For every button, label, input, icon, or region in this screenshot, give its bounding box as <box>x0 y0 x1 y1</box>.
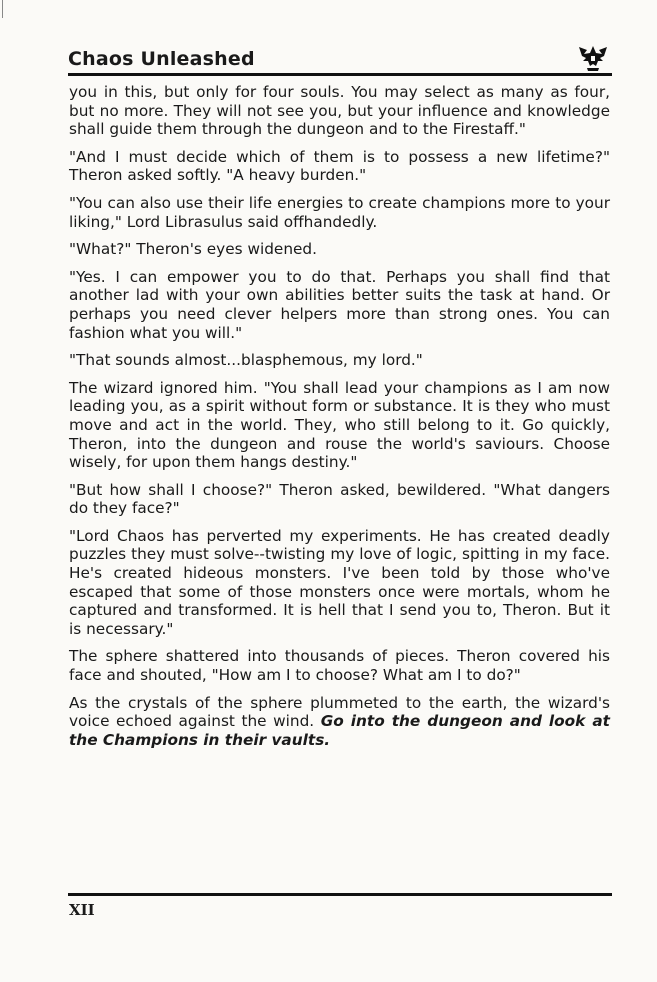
footer-rule <box>68 893 612 896</box>
paragraph: "Lord Chaos has perverted my experiments. He has created deadly puzzles they must solve--twisting my love of logic, spitting in my face. He's created hideous monsters. I've been told by those who've escaped that some of those monsters once were mortals, whom he captured and transformed. It is hell that I send you to, Theron. But it is necessary." <box>69 526 610 638</box>
paragraph: "What?" Theron's eyes widened. <box>69 240 318 259</box>
paragraph: "But how shall I choose?" Theron asked, bewildered. "What dangers do they face?" <box>69 480 610 518</box>
header-rule <box>68 73 612 76</box>
final-paragraph-italic: Go into the dungeon and look at the Champions in their vaults. <box>69 712 610 749</box>
paragraph: "That sounds almost...blasphemous, my lord." <box>69 351 423 370</box>
paragraph: you in this, but only for four souls. You may select as many as four, but no more. They will not see you, but your influence and knowledge shall guide them through the dungeon and to the Firestaff." <box>69 83 610 139</box>
chapter-title: Chaos Unleashed <box>68 48 255 70</box>
paragraph: "And I must decide which of them is to possess a new lifetime?" Theron asked softly. "A heavy burden." <box>69 147 610 185</box>
final-paragraph-text: As the crystals of the sphere plummeted to the earth, the wizard's voice echoed against the wind. <box>69 693 610 731</box>
running-header <box>68 44 612 74</box>
final-paragraph <box>69 694 610 750</box>
winged-emblem-icon <box>578 44 608 72</box>
paragraph: The wizard ignored him. "You shall lead your champions as I am now leading you, as a spirit without form or substance. It is they who must move and act in the world. They, who still belong to it. Go quickly, Theron, into the dungeon and rouse the world's saviours. Choose wisely, for upon them hangs destiny." <box>69 378 610 472</box>
paragraph: "Yes. I can empower you to do that. Perhaps you shall find that another lad with your own abilities better suits the task at hand. Or perhaps you need clever helpers more than strong ones. You can fashion what you will." <box>69 267 610 342</box>
page-number: XII <box>69 901 95 919</box>
story-text <box>69 83 610 758</box>
paragraph: The sphere shattered into thousands of pieces. Theron covered his face and shouted, "How am I to choose? What am I to do?" <box>69 647 610 685</box>
page-edge-mark <box>2 0 3 18</box>
paragraph: "You can also use their life energies to create champions more to your liking," Lord Librasulus said offhandedly. <box>69 193 610 231</box>
